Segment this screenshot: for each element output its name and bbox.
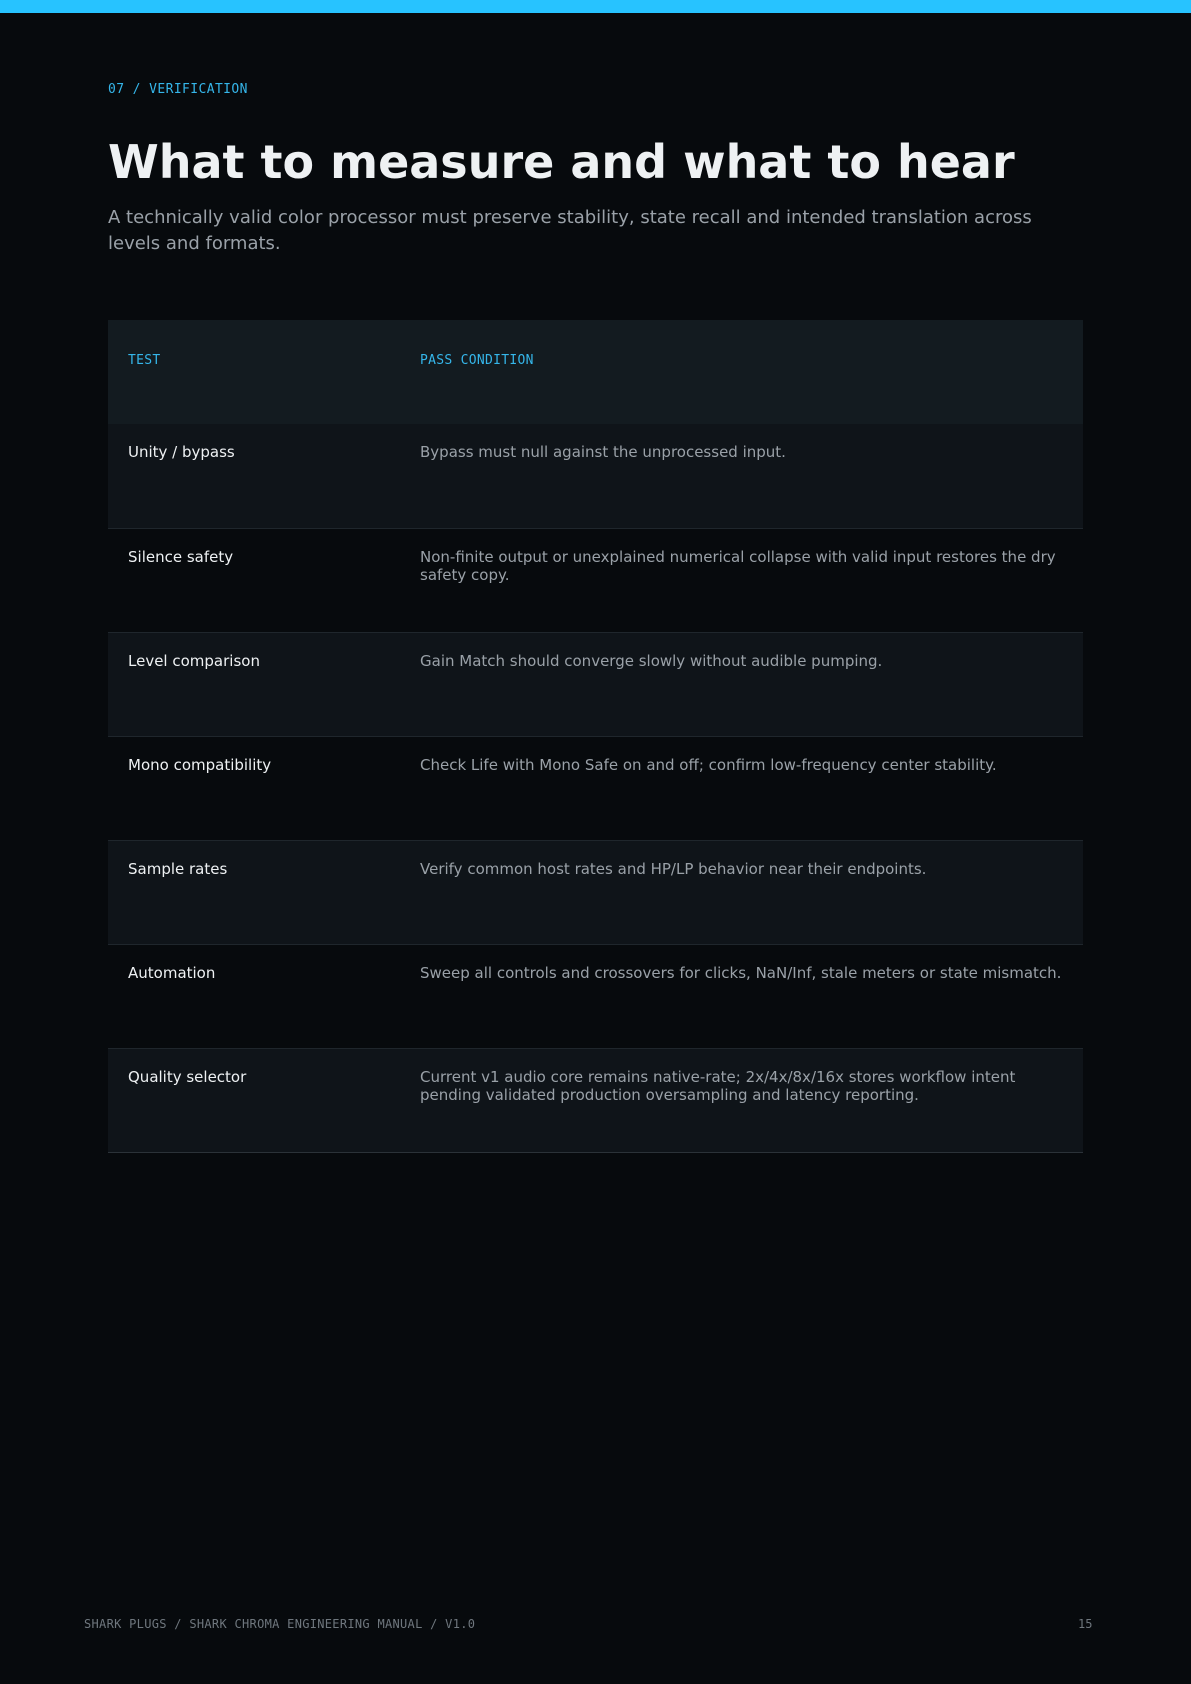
column-header-test: TEST (128, 353, 161, 368)
pass-condition: Sweep all controls and crossovers for clicks, NaN/Inf, stale meters or state mismatch. (420, 964, 1062, 982)
footer-document-title: SHARK PLUGS / SHARK CHROMA ENGINEERING MANUAL / V1.0 (84, 1617, 476, 1631)
pass-condition: Verify common host rates and HP/LP behavior near their endpoints. (420, 860, 927, 878)
test-name: Mono compatibility (128, 756, 272, 774)
test-name: Automation (128, 964, 216, 982)
table-row (108, 840, 1083, 944)
top-accent-bar (0, 0, 1191, 13)
table-body (108, 424, 1083, 1152)
table-row (108, 632, 1083, 736)
table-row (108, 528, 1083, 632)
pass-condition: Non-finite output or unexplained numerical collapse with valid input restores the dry safety copy. (420, 548, 1056, 584)
pass-condition: Current v1 audio core remains native-rate; 2x/4x/8x/16x stores workflow intent pending validated production oversampling and latency reporting. (420, 1068, 1016, 1104)
section-label: 07 / VERIFICATION (108, 82, 248, 97)
test-name: Sample rates (128, 860, 228, 878)
table-row (108, 1048, 1083, 1152)
page-subtitle: A technically valid color processor must preserve stability, state recall and intended translation across levels and formats. (108, 207, 1032, 254)
column-header-pass-condition: PASS CONDITION (420, 353, 534, 368)
pass-condition: Bypass must null against the unprocessed input. (420, 443, 786, 461)
pass-condition: Gain Match should converge slowly without audible pumping. (420, 652, 883, 670)
verification-table (108, 320, 1083, 1153)
test-name: Quality selector (128, 1068, 247, 1086)
page-title: What to measure and what to hear (108, 135, 1015, 189)
table-row (108, 424, 1083, 528)
pass-condition: Check Life with Mono Safe on and off; confirm low-frequency center stability. (420, 756, 997, 774)
test-name: Level comparison (128, 652, 260, 670)
table-header (108, 320, 1083, 424)
test-name: Silence safety (128, 548, 234, 566)
table-row (108, 736, 1083, 840)
test-name: Unity / bypass (128, 443, 235, 461)
table-row (108, 944, 1083, 1048)
footer-page-number: 15 (1078, 1617, 1093, 1631)
